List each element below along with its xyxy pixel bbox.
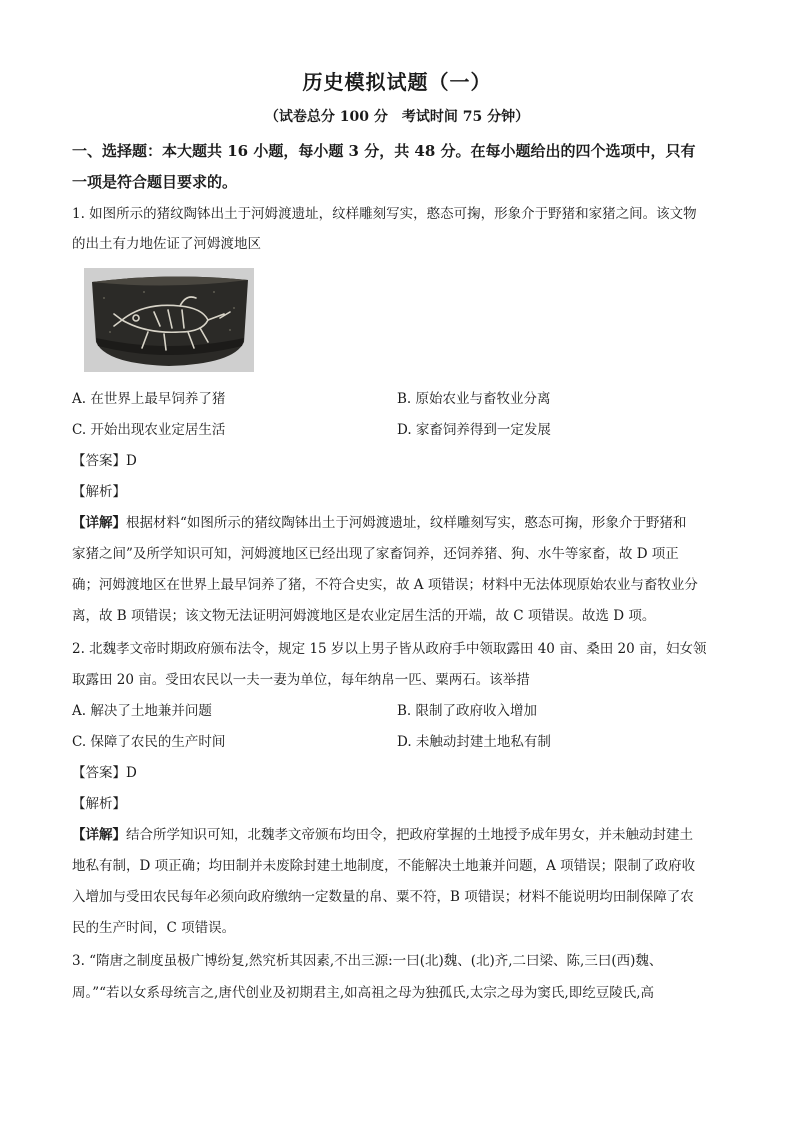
q1-analysis-label: 【解析】: [72, 484, 126, 500]
q2-option-b: B. 限制了政府收入增加: [397, 703, 538, 719]
q2-option-d: D. 未触动封建土地私有制: [397, 734, 551, 750]
q1-option-d: D. 家畜饲养得到一定发展: [397, 422, 551, 438]
q1-stem-line-2: 的出土有力地佐证了河姆渡地区: [72, 236, 261, 252]
q1-option-a: A. 在世界上最早饲养了猪: [72, 391, 226, 407]
section-heading-line-1: 一、选择题：本大题共 16 小题，每小题 3 分，共 48 分。在每小题给出的四个选项中，只有: [72, 142, 696, 160]
q1-detail-line-3: 确；河姆渡地区在世界上最早饲养了猪，不符合史实，故 A 项错误；材料中无法体现原始农业与畜牧业分: [72, 577, 698, 593]
q1-detail-tag: 【详解】: [72, 515, 126, 531]
q2-detail-tag: 【详解】: [72, 827, 126, 843]
q2-option-a: A. 解决了土地兼并问题: [72, 703, 212, 719]
q1-answer: 【答案】D: [72, 453, 137, 469]
q2-stem-line-1: 2. 北魏孝文帝时期政府颁布法令，规定 15 岁以上男子皆从政府手中领取露田 40 亩、桑田 20 亩，妇女领: [72, 641, 707, 657]
q2-detail-text-1: 结合所学知识可知，北魏孝文帝颁布均田令，把政府掌握的土地授予成年男女，并未触动封建土: [126, 827, 693, 843]
q2-analysis-label: 【解析】: [72, 796, 126, 812]
q3-stem-line-1: 3. “隋唐之制度虽极广博纷复,然究析其因素,不出三源:一曰(北)魏、(北)齐,二曰梁、陈,三曰(西)魏、: [72, 953, 663, 969]
q2-stem-line-2: 取露田 20 亩。受田农民以一夫一妻为单位，每年纳帛一匹、粟两石。该举措: [72, 672, 530, 688]
q1-stem-line-1: 1. 如图所示的猪纹陶钵出土于河姆渡遗址，纹样雕刻写实，憨态可掬，形象介于野猪和家猪之间。该文物: [72, 206, 697, 222]
q1-detail-line-2: 家猪之间”及所学知识可知，河姆渡地区已经出现了家畜饲养，还饲养猪、狗、水牛等家畜，故 D 项正: [72, 546, 679, 562]
page-title: 历史模拟试题（一）: [302, 70, 492, 94]
section-heading-line-2: 一项是符合题目要求的。: [72, 173, 238, 191]
q1-option-c: C. 开始出现农业定居生活: [72, 422, 226, 438]
q2-detail-line-2: 地私有制，D 项正确；均田制并未废除封建土地制度，不能解决土地兼并问题，A 项错误；限制了政府收: [72, 858, 696, 874]
q2-answer: 【答案】D: [72, 765, 137, 781]
exam-info: （试卷总分 100 分 考试时间 75 分钟）: [264, 109, 530, 125]
pig-pattern-pottery-bowl-image: [84, 268, 254, 372]
q1-detail-text-1: 根据材料“如图所示的猪纹陶钵出土于河姆渡遗址，纹样雕刻写实，憨态可掬，形象介于野猪和: [126, 515, 687, 531]
q1-option-b: B. 原始农业与畜牧业分离: [397, 391, 551, 407]
q1-detail-line-4: 离，故 B 项错误；该文物无法证明河姆渡地区是农业定居生活的开端，故 C 项错误。故选 D 项。: [72, 608, 656, 624]
q2-detail-line-3: 入增加与受田农民每年必须向政府缴纳一定数量的帛、粟不符，B 项错误；材料不能说明均田制保障了农: [72, 889, 694, 905]
q2-detail-line-1: [72, 820, 724, 851]
q2-detail-line-4: 民的生产时间，C 项错误。: [72, 920, 236, 936]
q2-option-c: C. 保障了农民的生产时间: [72, 734, 226, 750]
q1-detail-line-1: [72, 508, 724, 539]
q3-stem-line-2: 周。”“若以女系母统言之,唐代创业及初期君主,如高祖之母为独孤氏,太宗之母为窦氏,即纥豆陵氏,高: [72, 985, 655, 1001]
